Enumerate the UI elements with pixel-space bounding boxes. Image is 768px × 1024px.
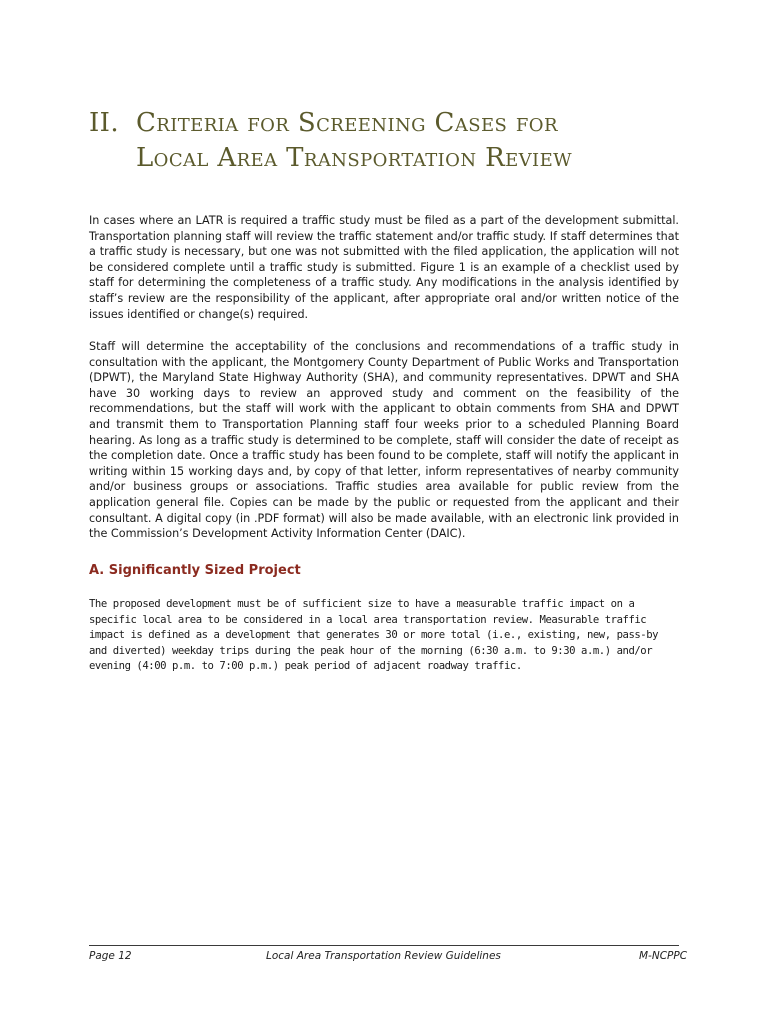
body-paragraph-1: In cases where an LATR is required a traffic study must be filed as a part of the development submittal. Transportation planning staff will review the traffic statement and/or traffic study. If staff determines that a traffic study is necessary, but one was not submitted with the filed application, the application will not be considered complete until a traffic study is submitted. Figure 1 is an example of a checklist used by staff for determining the completeness of a traffic study. Any modifications in the analysis identified by staff’s review are the responsibility of the applicant, after appropriate oral and/or written notice of the issues identified or change(s) required. [89, 214, 679, 321]
section-a-heading: A. Significantly Sized Project [89, 563, 301, 578]
chapter-number: II. [89, 108, 120, 138]
footer-organization: M-NCPPC [639, 950, 688, 962]
chapter-title-line-2: Local Area Transportation Review [136, 143, 573, 173]
body-paragraph-2: Staff will determine the acceptability of the conclusions and recommendations of a traffic study in consultation with the applicant, the Montgomery County Department of Public Works and Transportation (DPWT), the Maryland State Highway Authority (SHA), and community representatives. DPWT and SHA have 30 working days to review an approved study and comment on the feasibility of the recommendations, but the staff will work with the applicant to obtain comments from SHA and DPWT and transmit them to Transportation Planning staff four weeks prior to a scheduled Planning Board hearing. As long as a traffic study is determined to be complete, staff will consider the date of receipt as the completion date. Once a traffic study has been found to be complete, staff will notify the applicant in writing within 15 working days and, by copy of that letter, inform representatives of nearby community and/or business groups or associations. Traffic studies area available for public review from the application general file. Copies can be made by the public or requested from the applicant and their consultant. A digital copy (in .PDF format) will also be made available, with an electronic link provided in the Commission’s Development Activity Information Center (DAIC). [89, 340, 679, 541]
footer-divider [89, 945, 679, 946]
chapter-heading [89, 106, 649, 176]
footer-page-number: Page 12 [89, 950, 132, 962]
section-a-paragraph: The proposed development must be of sufficient size to have a measurable traffic impact on a specific local area to be considered in a local area transportation review. Measurable traffic impact is defined as a development that generates 30 or more total (i.e., existing, new, pass-by and diverted) weekday trips during the peak hour of the morning (6:30 a.m. to 9:30 a.m.) and/or evening (4:00 p.m. to 7:00 p.m.) peak period of adjacent roadway traffic. [89, 598, 659, 673]
footer-document-title: Local Area Transportation Review Guidelines [266, 950, 501, 962]
chapter-title-line-1: Criteria for Screening Cases for [136, 108, 558, 138]
